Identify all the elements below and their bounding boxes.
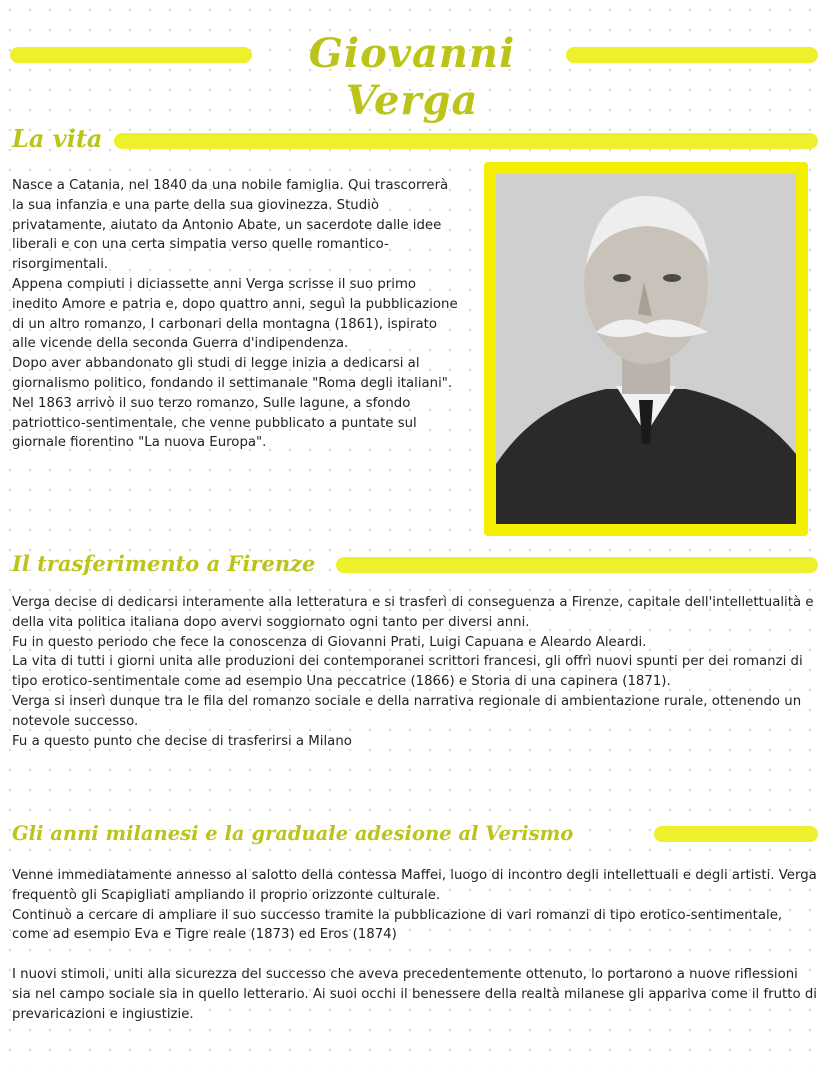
paragraph: Verga decise di dedicarsi interamente alla letteratura e si trasferì di conseguenza a Firenze, capitale dell'intellettualità e della vita politica italiana dopo avervi soggiornato ogni tanto per diversi anni. [12, 595, 814, 630]
section-text-firenze [12, 593, 818, 751]
paragraph: Continuò a cercare di ampliare il suo successo tramite la pubblicazione di vari romanzi di tipo erotico-sentimentale, come ad esempio Eva e Tigre reale (1873) ed Eros (1874) [12, 907, 783, 943]
heading-highlight-milanesi [654, 826, 818, 842]
paragraph: Nasce a Catania, nel 1840 da una nobile famiglia. Qui trascorrerà la sua infanzia e una parte della sua giovinezza. Studiò privatamente, aiutato da Antonio Abate, un sacerdote dalle idee liberali e con una certa simpatia verso quelle romantico-risorgimentali. [12, 178, 449, 273]
section-heading-milanesi: Gli anni milanesi e la graduale adesione al Verismo [12, 822, 574, 845]
section-heading-vita: La vita [12, 124, 103, 153]
paragraph: La vita di tutti i giorni unita alle produzioni dei contemporanei scrittori francesi, gli offrì nuovi spunti per dei romanzi di tipo erotico-sentimentale come ad esempio Una peccatrice (1866) e Storia di una capinera (1871). [12, 654, 803, 690]
title-highlight-right [566, 47, 818, 63]
section-heading-firenze: Il trasferimento a Firenze [12, 551, 316, 576]
paragraph: Nel 1863 arrivò il suo terzo romanzo, Sulle lagune, a sfondo patriottico-sentimentale, che venne pubblicato a puntate sul giornale fiorentino "La nuova Europa". [12, 395, 417, 451]
section-text-milanesi [12, 866, 818, 1024]
heading-highlight-firenze [336, 557, 818, 573]
portrait-photo [496, 174, 796, 524]
paragraph: Venne immediatamente annesso al salotto della contessa Maffei, luogo di incontro degli intellettuali e degli artisti. Verga frequentò gli Scapigliati ampliando il proprio orizzonte culturale. [12, 868, 817, 903]
heading-highlight-vita [114, 133, 818, 149]
paragraph: Verga si inserì dunque tra le fila del romanzo sociale e della narrativa regionale di ambientazione rurale, ottenendo un notevole successo. [12, 693, 802, 729]
paragraph: Fu a questo punto che decise di trasferirsi a Milano [12, 733, 352, 749]
paragraph: Appena compiuti i diciassette anni Verga scrisse il suo primo inedito Amore e patria e, dopo quattro anni, seguì la pubblicazione di un altro romanzo, I carbonari della montagna (1861), ispirato alle vicende della seconda Guerra d'indipendenza. [12, 276, 458, 352]
section-text-vita [12, 176, 464, 453]
paragraph: Dopo aver abbandonato gli studi di legge inizia a dedicarsi al giornalismo politico, fondando il settimanale "Roma degli italiani". [12, 356, 453, 391]
paragraph: I nuovi stimoli, uniti alla sicurezza del successo che aveva precedentemente ottenuto, lo portarono a nuove riflessioni sia nel campo sociale sia in quello letterario. Ai suoi occhi il benessere della realtà milanese gli appariva come il frutto di prevaricazioni e ingiustizie. [12, 966, 817, 1022]
title-highlight-left [10, 47, 252, 63]
page-title: Giovanni Verga [308, 30, 516, 124]
paragraph: Fu in questo periodo che fece la conoscenza di Giovanni Prati, Luigi Capuana e Aleardo Aleardi. [12, 634, 647, 650]
